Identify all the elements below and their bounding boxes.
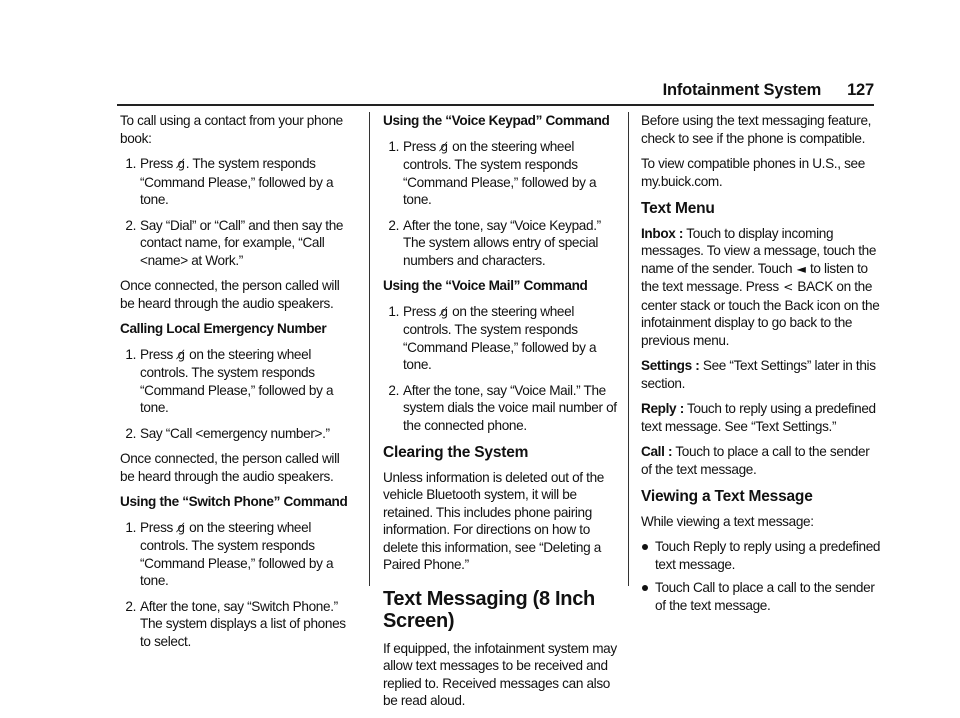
voice-command-icon: g̸	[177, 347, 185, 362]
definition-text: See “Text Settings” later in this section.	[641, 358, 876, 391]
column-1	[120, 112, 355, 658]
inbox-definition	[641, 225, 881, 350]
list-item	[641, 538, 881, 573]
bullet-text: Touch Reply to reply using a predefined text message.	[655, 539, 881, 572]
step-text: After the tone, say “Voice Keypad.” The system allows entry of special numbers and characters.	[403, 217, 601, 268]
column-divider	[369, 112, 370, 586]
step-number: 2.	[388, 382, 399, 398]
paragraph: If equipped, the infotainment system may allow text messages to be received and replied to. Received messages can also be read aloud.	[383, 640, 617, 708]
step-number: 2.	[125, 217, 136, 233]
bullet-text: Touch Call to place a call to the sender of the text message.	[655, 580, 875, 613]
page-number: 127	[847, 81, 874, 99]
list-item	[641, 579, 881, 614]
step-text: . The system responds “Command Please,” followed by a tone.	[140, 156, 334, 207]
viewing-bullets	[641, 538, 881, 614]
definition-text: BACK on the center stack or touch the Back icon on the infotainment display to go back to the previous menu.	[641, 279, 880, 348]
step-text: Press	[140, 519, 177, 535]
list-item	[120, 155, 355, 209]
chapter-heading: Text Messaging (8 Inch Screen)	[383, 587, 595, 632]
step-text: on the steering wheel controls. The system responds “Command Please,” followed by a tone.	[140, 346, 334, 415]
step-text: Press	[403, 138, 440, 154]
step-text: After the tone, say “Switch Phone.” The system displays a list of phones to select.	[140, 598, 346, 649]
step-text: Say “Call <emergency number>.”	[140, 425, 330, 441]
bullet-icon	[642, 544, 648, 550]
reply-definition	[641, 400, 881, 435]
list-item	[120, 346, 355, 417]
section-heading: Text Menu	[641, 200, 715, 217]
definition-text: Touch to place a call to the sender of the text message.	[641, 444, 870, 477]
back-icon: <	[783, 280, 793, 294]
step-number: 1.	[125, 346, 136, 362]
voice-command-icon: g̸	[177, 157, 185, 171]
list-item	[383, 217, 621, 270]
page-header	[663, 82, 874, 100]
paragraph: Before using the text messaging feature, check to see if the phone is compatible.	[641, 113, 872, 146]
list-item	[383, 303, 621, 374]
list-item	[120, 425, 355, 443]
column-2	[383, 112, 621, 718]
header-title: Infotainment System	[662, 81, 822, 99]
bullet-icon	[642, 585, 648, 591]
definition-text: Touch to reply using a predefined text message. See “Text Settings.”	[641, 401, 876, 434]
step-text: Press	[140, 156, 177, 171]
voice-command-icon: g̸	[440, 139, 448, 154]
step-text: on the steering wheel controls. The system responds “Command Please,” followed by a tone.	[403, 303, 597, 372]
paragraph: Once connected, the person called will be heard through the audio speakers.	[120, 451, 340, 484]
subheading: Calling Local Emergency Number	[120, 321, 327, 336]
keypad-steps	[383, 138, 621, 270]
voice-command-icon: g̸	[177, 520, 185, 535]
step-text: Say “Dial” or “Call” and then say the contact name, for example, “Call <name> at Work.”	[140, 217, 344, 268]
definition-text: to listen to the text message. Press	[641, 260, 868, 294]
step-text: Press	[140, 346, 177, 362]
paragraph: To view compatible phones in U.S., see my.buick.com.	[641, 156, 865, 189]
step-text: After the tone, say “Voice Mail.” The system dials the voice mail number of the connected phone.	[403, 382, 617, 433]
step-number: 2.	[125, 425, 136, 441]
definition-text: Touch to display incoming messages. To view a message, touch the name of the sender. Touch	[641, 225, 877, 276]
speaker-icon: ◄	[796, 261, 806, 276]
step-number: 2.	[125, 598, 136, 614]
step-text: Press	[403, 303, 440, 319]
contact-steps	[120, 155, 355, 269]
step-number: 1.	[125, 519, 136, 535]
section-heading: Clearing the System	[383, 444, 529, 461]
list-item	[120, 217, 355, 270]
section-heading: Viewing a Text Message	[641, 488, 813, 505]
step-text: on the steering wheel controls. The system responds “Command Please,” followed by a tone.	[140, 519, 334, 588]
term-label: Reply :	[641, 401, 684, 416]
subheading: Using the “Voice Keypad” Command	[383, 113, 610, 128]
subheading: Using the “Voice Mail” Command	[383, 278, 588, 293]
subheading: Using the “Switch Phone” Command	[120, 494, 348, 509]
term-label: Settings :	[641, 358, 700, 373]
voice-command-icon: g̸	[440, 304, 448, 319]
term-label: Inbox :	[641, 225, 684, 241]
paragraph: While viewing a text message:	[641, 513, 814, 529]
mail-steps	[383, 303, 621, 435]
list-item	[120, 519, 355, 590]
settings-definition	[641, 357, 881, 392]
column-divider	[628, 112, 629, 586]
step-text: on the steering wheel controls. The system responds “Command Please,” followed by a tone.	[403, 138, 597, 207]
step-number: 2.	[388, 217, 399, 233]
term-label: Call :	[641, 444, 673, 459]
call-definition	[641, 443, 881, 478]
list-item	[383, 138, 621, 209]
switch-steps	[120, 519, 355, 651]
step-number: 1.	[388, 138, 399, 154]
header-rule	[117, 104, 874, 106]
intro-paragraph: To call using a contact from your phone book:	[120, 113, 343, 146]
step-number: 1.	[388, 303, 399, 319]
column-3	[641, 112, 881, 622]
emergency-steps	[120, 346, 355, 443]
list-item	[120, 598, 355, 651]
paragraph: Once connected, the person called will be heard through the audio speakers.	[120, 278, 340, 311]
list-item	[383, 382, 621, 435]
paragraph: Unless information is deleted out of the vehicle Bluetooth system, it will be retained. This includes phone pairing information. For directions on how to delete this information, see “Deleting a Paired Phone.”	[383, 469, 605, 572]
step-number: 1.	[125, 156, 136, 171]
